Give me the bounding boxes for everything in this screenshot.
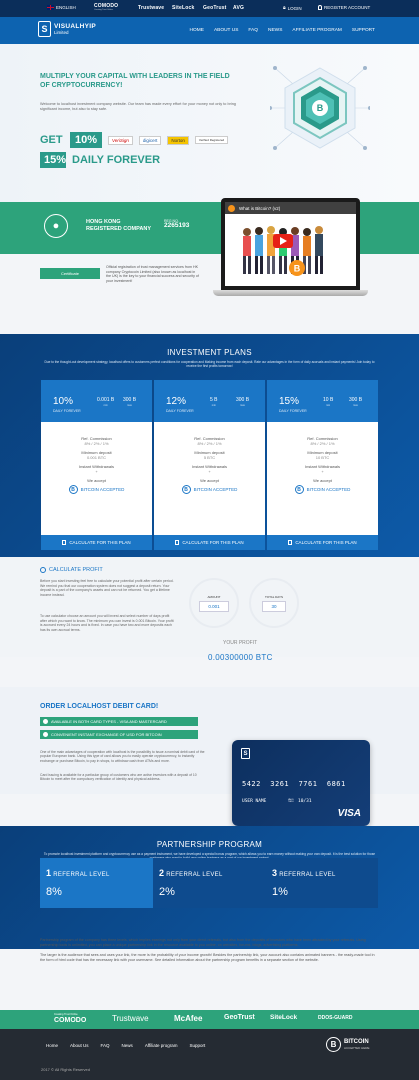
registration-text: Official registration of trust management services from HK company Cryptocoin Limited (also known as localhost in the UK) is the key to your financial success and security of your investment! <box>106 265 199 283</box>
lock-icon: 🔒︎ <box>283 5 286 11</box>
footer-comodo-logo: COMODO Creating Trust Online <box>54 1013 87 1024</box>
plan-card-3 <box>267 380 378 550</box>
accept-label: We accept <box>87 478 106 483</box>
partner-comodo: COMODO Creating Trust Online <box>94 3 119 11</box>
partnership-text-1: Partnership program of the company has three levels, which implies earnings not only from your direct referrals, but also from the deposits of investors who have been attracted by your referrals. Using partnership tools is unlimited, you can place a unique partnership link in the resource available to you online, on websites, forums, blogs, advertising platforms. <box>40 938 366 947</box>
calculate-plan-button[interactable]: CALCULATE FOR THIS PLAN <box>154 535 265 550</box>
check-icon <box>43 732 48 737</box>
uk-flag-icon <box>47 5 54 10</box>
plans-subtitle: Due to the thought-out development strategy, localhost offers to customers perfect conditions for cooperation and Making income from each deposit. Rate our advantages in the form of daily accruals and instant payments! Join today to receive the first profits tomorrow! <box>44 360 375 369</box>
bitcoin-accepted-badge: B BITCOIN ACCEPTED <box>267 485 378 494</box>
card-number: 5422 3261 7761 6861 <box>242 780 346 788</box>
bitcoin-icon: B <box>182 485 191 494</box>
commission-label: Ref. Commission <box>194 436 225 441</box>
footer-geotrust-logo: GeoTrust <box>224 1014 255 1021</box>
footer-affiliate[interactable]: Affiliate program <box>144 1043 178 1048</box>
bitcoin-icon: B <box>295 485 304 494</box>
referral-level-2: 2 REFERRAL LEVEL 2% <box>153 858 266 908</box>
brand-name: VISUALHYIP <box>54 23 97 30</box>
hero-title: MULTIPLY YOUR CAPITAL WITH LEADERS IN THE FIELD OF CRYPTOCURRENCY! <box>40 73 230 89</box>
card-expiry: 10/31 <box>298 799 312 804</box>
laptop-video <box>213 198 368 298</box>
plan-min: 0.001 B min <box>97 397 115 407</box>
partner-trustwave: Trustwave <box>138 5 165 11</box>
brand-logo[interactable] <box>38 21 96 37</box>
amount-label: AMOUNT <box>207 594 221 599</box>
footer-about[interactable]: About Us <box>70 1043 89 1048</box>
norton-badge: Norton <box>167 136 189 145</box>
bitcoin-icon: B <box>69 485 78 494</box>
plans-title: INVESTMENT PLANS <box>167 348 252 357</box>
video-player[interactable] <box>225 202 356 286</box>
footer-partner-logos <box>0 1010 419 1029</box>
partnership-subtitle: To promote localhost investment platform and cryptocurrency use as a payment instrument, we have developed a special bonus program, which allows you to earn money without making your own deposit. It is the best solution for those <box>43 852 376 856</box>
commission-label: Ref. Commission <box>81 436 112 441</box>
plan-min: 5 B min <box>210 397 218 407</box>
bitcoin-accepted-badge: B BITCOIN ACCEPTED <box>41 485 152 494</box>
commission-value: 8% / 2% / 1% <box>197 441 222 446</box>
calculator-text-2: To use calculator choose an amount you will invest and select number of days profit after which you want to know. The minimum you can invest is 0.001 Bitcoin. Your profit is accrued every 24 hours and is fixed. In case you have two and more deposits each has its own accrual terms. <box>40 614 174 632</box>
profit-value: 0.00300000 BTC <box>208 653 273 662</box>
registration-number: REG NO. 2265193 <box>164 219 190 229</box>
calculator-text-1: Before you start investing feel free to calculate your potential profit after certain period. We remind you that our cooperation system does not suggest a deposit return. Your deposit is a part of the company's assets and can not be returned. You get a lifetime income instead. <box>40 579 174 597</box>
footer-mcafee-logo: McAfee <box>174 1014 203 1023</box>
copyright: 2017 © All Rights Reserved <box>41 1067 90 1072</box>
withdrawal-value: + <box>95 469 98 474</box>
plan-label: DAILY FOREVER <box>279 409 307 413</box>
profit-label: YOUR PROFIT <box>223 640 258 646</box>
partner-sitelock: SiteLock <box>172 5 195 11</box>
deposit-value: 5 BTC <box>203 455 216 460</box>
get-rate-value: 10% <box>70 132 102 148</box>
daily-rate-value: 15% <box>40 152 66 168</box>
partnership-text <box>40 938 379 963</box>
register-link[interactable]: REGISTER ACCOUNT <box>318 5 370 10</box>
certificate-seal-icon: ● <box>44 214 68 238</box>
laptop-screen <box>221 198 360 290</box>
footer-menu <box>46 1043 205 1048</box>
days-input[interactable]: 30 <box>262 601 285 612</box>
nav-news[interactable]: NEWS <box>268 28 283 33</box>
bitcoin-accepted-badge: B BITCOIN ACCEPTED <box>154 485 265 494</box>
plan-card-2 <box>154 380 265 550</box>
debit-title: ORDER LOCALHOST DEBIT CARD! <box>40 703 159 710</box>
deposit-label: Minimum deposit <box>307 450 338 455</box>
footer-news[interactable]: News <box>121 1043 133 1048</box>
commission-label: Ref. Commission <box>307 436 338 441</box>
nav-support[interactable]: SUPPORT <box>351 28 375 33</box>
nav-home[interactable]: HOME <box>189 28 204 33</box>
login-link[interactable]: 🔒︎ LOGIN <box>283 5 302 11</box>
laptop-base <box>213 290 368 296</box>
footer <box>0 1029 419 1080</box>
days-label: TOTAL DAYS <box>264 594 284 599</box>
plan-card-1 <box>41 380 152 550</box>
svg-text:B: B <box>316 103 324 113</box>
company-name: HONG KONG REGISTERED COMPANY <box>86 219 151 232</box>
deposit-label: Minimum deposit <box>81 450 112 455</box>
partner-avg: AVG <box>233 5 245 11</box>
debit-feature-2: CONVENIENT INSTANT EXCHANGE OF USD FOR BITCOIN <box>40 730 198 739</box>
calculator-icon <box>288 540 292 545</box>
svg-text:B: B <box>293 263 301 274</box>
video-title: What is Bitcoin? (v2) <box>225 202 356 214</box>
bitcoin-icon: B <box>326 1037 341 1052</box>
calculator-icon <box>175 540 179 545</box>
referral-level-3: 3 REFERRAL LEVEL 1% <box>266 858 378 908</box>
plan-min: 10 B min <box>323 397 334 407</box>
plan-rate: 15% <box>279 396 300 407</box>
calculate-plan-button[interactable]: CALCULATE FOR THIS PLAN <box>267 535 378 550</box>
debit-text-1: One of the main advantages of cooperation with localhost is the possibility to issue a nominal debit card of the popular European bank. Using this type of card allows you to easily operate cryptocurrency, to instantly exchange or purchase Bitcoin, to pay in shops, to withdraw cash from ATMs and more. <box>40 750 205 763</box>
amount-field-group <box>189 578 239 628</box>
top-bar <box>0 0 419 17</box>
deposit-value: 0.001 BTC <box>86 455 107 460</box>
card-holder: USER NAME <box>242 799 267 804</box>
partner-geotrust: GeoTrust <box>203 5 227 11</box>
footer-faq[interactable]: FAQ <box>100 1043 110 1048</box>
debit-text-2: Card issuing is available for a particular group of customers who are active investors with a deposit of 10 Bitcoin to meet after the compulsory verification of identity and physical address. <box>40 773 197 782</box>
footer-home[interactable]: Home <box>46 1043 59 1048</box>
plan-label: DAILY FOREVER <box>53 409 81 413</box>
accept-label: We accept <box>313 478 332 483</box>
deposit-label: Minimum deposit <box>194 450 225 455</box>
digicert-badge: digicert <box>139 136 162 145</box>
calculator-icon <box>62 540 66 545</box>
certificate-button[interactable]: Certificate <box>40 268 100 279</box>
days-field-group <box>249 578 299 628</box>
accept-label: We accept <box>200 478 219 483</box>
commission-value: 8% / 2% / 1% <box>310 441 335 446</box>
bitcoin-accepted-logo: B BITCOIN ACCEPTED HERE <box>326 1037 370 1052</box>
footer-support[interactable]: Support <box>189 1043 206 1048</box>
commission-value: 8% / 2% / 1% <box>84 441 109 446</box>
calculate-plan-button[interactable]: CALCULATE FOR THIS PLAN <box>41 535 152 550</box>
withdrawal-label: Instant Withdrawals <box>192 464 227 469</box>
nav-about[interactable]: ABOUT US <box>213 28 239 33</box>
footer-trustwave-logo: Trustwave <box>112 1014 149 1023</box>
partnership-title: PARTNERSHIP PROGRAM <box>156 840 263 849</box>
card-valid-label: VALID THRU <box>288 799 294 804</box>
channel-icon <box>228 205 235 212</box>
plan-header <box>41 380 152 422</box>
amount-input[interactable]: 0.001 <box>199 601 228 612</box>
withdrawal-label: Instant Withdrawals <box>79 464 114 469</box>
logo-mark-icon: S <box>38 21 51 37</box>
plan-header <box>154 380 265 422</box>
withdrawal-value: + <box>321 469 324 474</box>
withdrawal-value: + <box>208 469 211 474</box>
brand-suffix: Limited <box>54 30 69 35</box>
debit-card-illustration <box>232 740 370 826</box>
referral-level-1: 1 REFERRAL LEVEL 8% <box>40 858 153 908</box>
language-selector[interactable]: ENGLISH <box>47 5 76 10</box>
main-nav <box>0 17 419 44</box>
verisign-badge: VeriSign <box>108 136 133 145</box>
verified-badge: Verified Registered <box>195 136 228 144</box>
plan-max: 300 B max <box>236 397 250 407</box>
footer-ddos-guard-logo: DDOS-GUARD <box>318 1015 353 1021</box>
partnership-text-2: The larger is the audience that sees and uses your link, the more is the probability of your income growth! Besides the partnership link, your account also contains animated banners - the ready-made tool in the form of html code that has the necessary link with your username. See detailed information about the partnership program benefits in a separate section of the website. <box>40 953 375 962</box>
user-icon <box>318 5 322 10</box>
nav-faq[interactable]: FAQ <box>248 28 258 33</box>
check-icon <box>43 719 48 724</box>
plan-rate: 12% <box>166 396 187 407</box>
calculator-heading: CALCULATE PROFIT <box>40 567 103 573</box>
calculator-radio-icon <box>40 567 46 573</box>
card-logo-icon: S <box>241 748 250 759</box>
plan-max: 300 B max <box>349 397 363 407</box>
nav-affiliate[interactable]: AFFILIATE PROGRAM <box>292 28 342 33</box>
footer-sitelock-logo: SiteLock <box>270 1014 298 1021</box>
nav-menu <box>190 28 375 33</box>
get-rate-row: GET 10% VeriSign digicert Norton Verified Registered <box>40 132 228 148</box>
visa-logo: VISA <box>337 808 361 819</box>
plan-header <box>267 380 378 422</box>
daily-rate-row: 15% DAILY FOREVER <box>40 152 160 168</box>
hero-description: Welcome to localhost investment company website. Our team has made every effort for your money not only to bring significant income, but also to stay safe. <box>40 102 236 111</box>
hero-hexagon-illustration <box>270 58 370 158</box>
withdrawal-label: Instant Withdrawals <box>305 464 340 469</box>
plan-rate: 10% <box>53 396 74 407</box>
video-thumbnail <box>225 202 356 286</box>
debit-feature-1: AVAILABLE IN BOTH CARD TYPES - VISA AND MASTERCARD <box>40 717 198 726</box>
deposit-value: 10 BTC <box>315 455 330 460</box>
plan-label: DAILY FOREVER <box>166 409 194 413</box>
plan-max: 300 B max <box>123 397 137 407</box>
